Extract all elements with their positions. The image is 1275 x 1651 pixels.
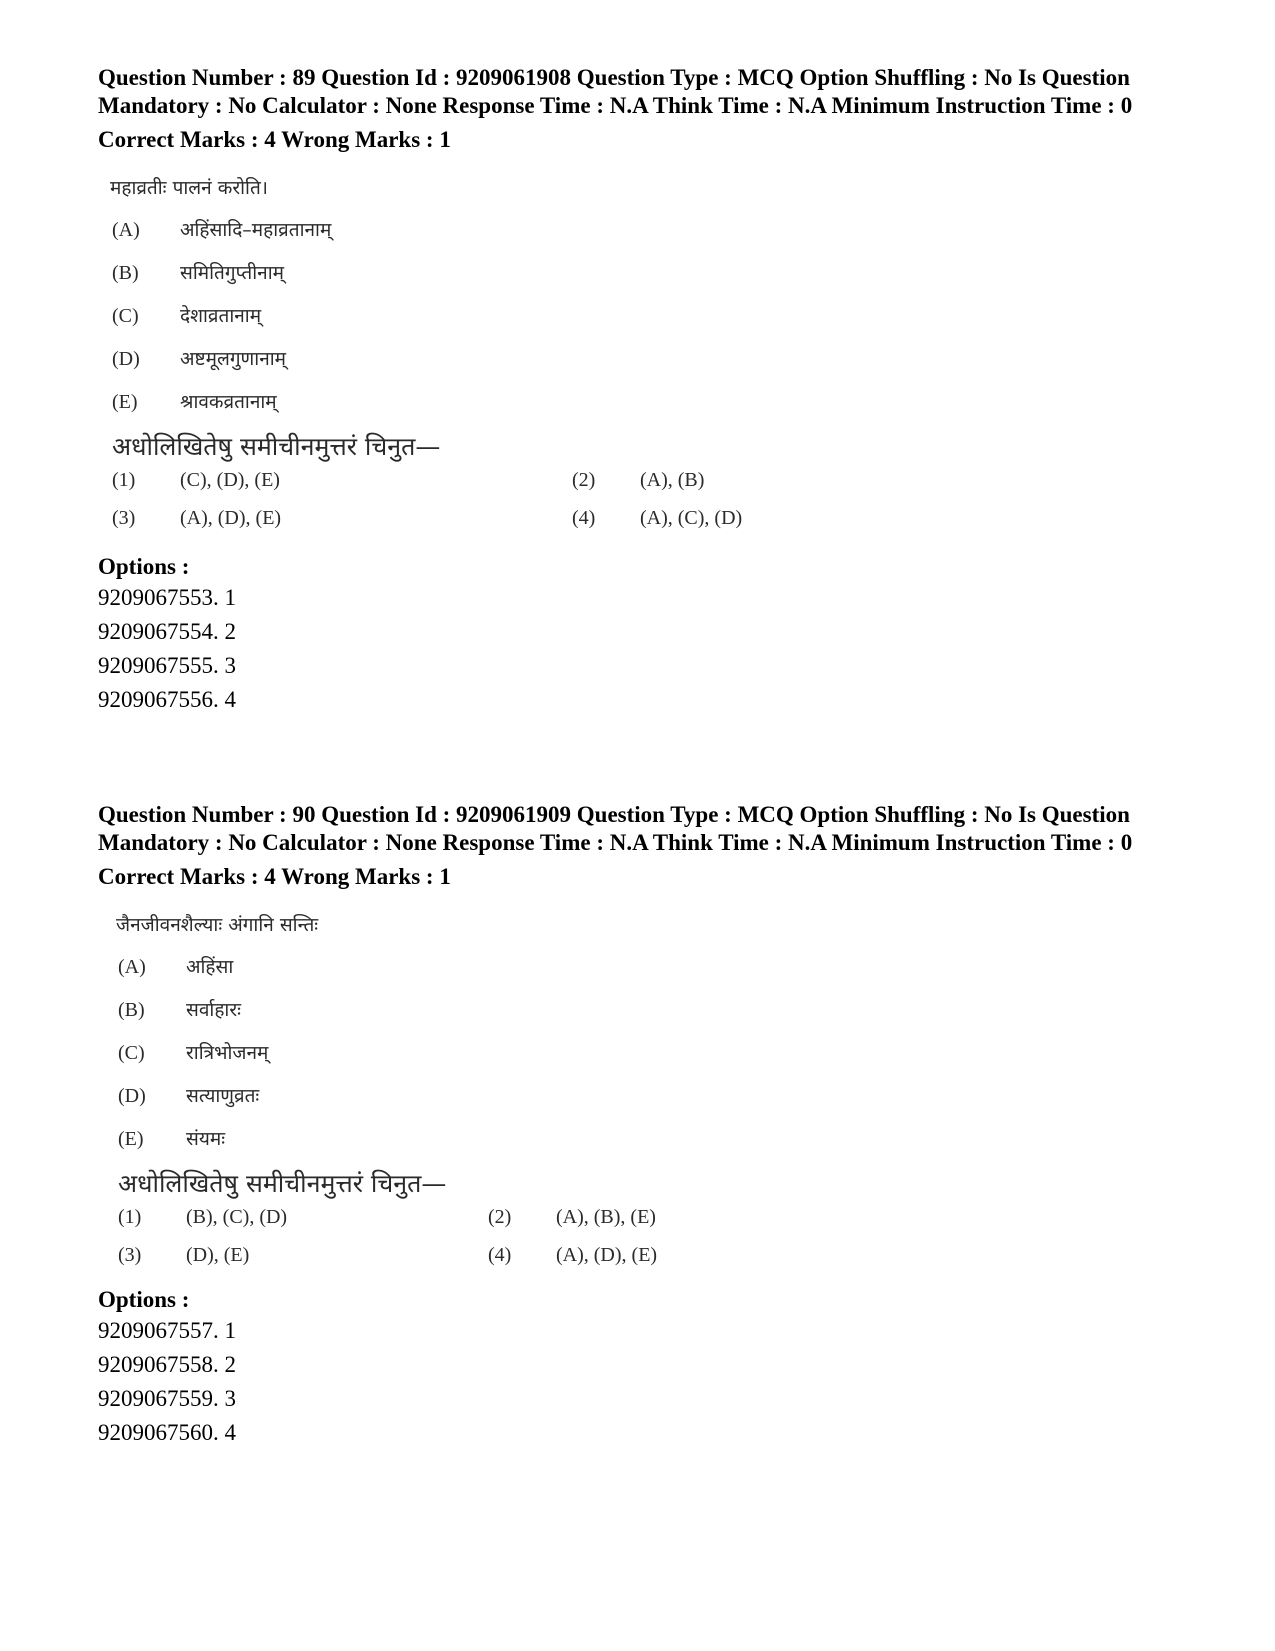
statement-label: (B) [112,262,139,284]
question-header: Question Number : 89 Question Id : 9209061908 Question Type : MCQ Option Shuffling : No Is Question Mandatory : No Calculator : None Response Time : N.A Think Time : N.A Minimum Instruction Time : 0 [98,65,1133,118]
statement-item [112,390,1188,433]
statement-label: (A) [118,956,146,978]
statement-item [112,218,1188,261]
choice-text: (B), (C), (D) [186,1206,288,1228]
choice-label: (4) [488,1244,512,1266]
question-marks: Correct Marks : 4 Wrong Marks : 1 [98,864,451,889]
answer-choice [572,467,872,493]
option-item: 9209067553. 1 [98,585,236,610]
answer-choice [118,1204,488,1230]
statement-text: सत्याणुव्रतः [186,1085,260,1107]
answer-instruction: अधोलिखितेषु समीचीनमुत्तरं चिनुत— [118,1169,447,1198]
statement-item [112,347,1188,390]
options-title: Options : [98,1287,190,1312]
statement-text: अहिंसा [186,956,234,978]
answer-choice [488,1204,788,1230]
statement-item [112,261,1188,304]
statement-text: समितिगुप्तीनाम् [180,262,285,284]
statement-item [118,1041,1194,1084]
option-item: 9209067554. 2 [98,619,236,644]
statement-item [118,998,1194,1041]
question-block-89 [98,64,1188,717]
choice-text: (D), (E) [186,1244,250,1266]
choice-label: (3) [118,1244,142,1266]
question-stem: महाव्रतीः पालनं करोति। [110,177,268,199]
statement-text: रात्रिभोजनम् [186,1042,269,1064]
options-title: Options : [98,554,190,579]
option-item: 9209067555. 3 [98,653,236,678]
choice-label: (1) [118,1206,142,1228]
statement-text: देशाव्रतानाम् [180,305,262,327]
answer-choice [118,1242,488,1268]
question-stem: जैनजीवनशैल्याः अंगानि सन्तिः [116,914,319,936]
statement-label: (A) [112,219,140,241]
choice-text: (A), (B), (E) [556,1206,656,1228]
statement-label: (E) [118,1128,144,1150]
answer-choice [488,1242,788,1268]
option-item: 9209067558. 2 [98,1352,236,1377]
answer-instruction: अधोलिखितेषु समीचीनमुत्तरं चिनुत— [112,432,441,461]
statement-label: (C) [112,305,139,327]
statement-item [118,955,1194,998]
answer-choice [572,505,872,531]
question-header: Question Number : 90 Question Id : 9209061909 Question Type : MCQ Option Shuffling : No Is Question Mandatory : No Calculator : None Response Time : N.A Think Time : N.A Minimum Instruction Time : 0 [98,802,1133,855]
choice-label: (2) [572,469,596,491]
statement-label: (B) [118,999,145,1021]
choice-text: (A), (C), (D) [640,507,743,529]
question-marks: Correct Marks : 4 Wrong Marks : 1 [98,127,451,152]
answer-choices [112,467,1188,531]
option-item: 9209067560. 4 [98,1420,236,1445]
statement-text: श्रावकव्रतानाम् [180,391,277,413]
statement-item [112,304,1188,347]
options-list [98,553,1188,717]
choice-label: (3) [112,507,136,529]
statement-text: सर्वाहारः [186,999,241,1021]
statement-label: (E) [112,391,138,413]
statement-item [118,1127,1194,1170]
option-item: 9209067556. 4 [98,687,236,712]
choice-text: (A), (D), (E) [556,1244,658,1266]
options-list [98,1286,1188,1450]
choice-label: (1) [112,469,136,491]
answer-choice [112,505,572,531]
answer-choices [118,1204,1194,1268]
statement-text: अष्टमूलगुणानाम् [180,348,287,370]
statement-label: (D) [112,348,140,370]
choice-text: (A), (D), (E) [180,507,282,529]
question-image [104,913,1194,1268]
choice-text: (C), (D), (E) [180,469,280,491]
statement-text: संयमः [186,1128,226,1150]
choice-text: (A), (B) [640,469,705,491]
question-image [98,176,1188,531]
option-item: 9209067557. 1 [98,1318,236,1343]
option-item: 9209067559. 3 [98,1386,236,1411]
statement-text: अहिंसादि–महाव्रतानाम् [180,219,332,241]
choice-label: (4) [572,507,596,529]
answer-choice [112,467,572,493]
statement-item [118,1084,1194,1127]
choice-label: (2) [488,1206,512,1228]
statement-label: (D) [118,1085,146,1107]
question-block-90 [98,801,1188,1450]
statement-label: (C) [118,1042,145,1064]
